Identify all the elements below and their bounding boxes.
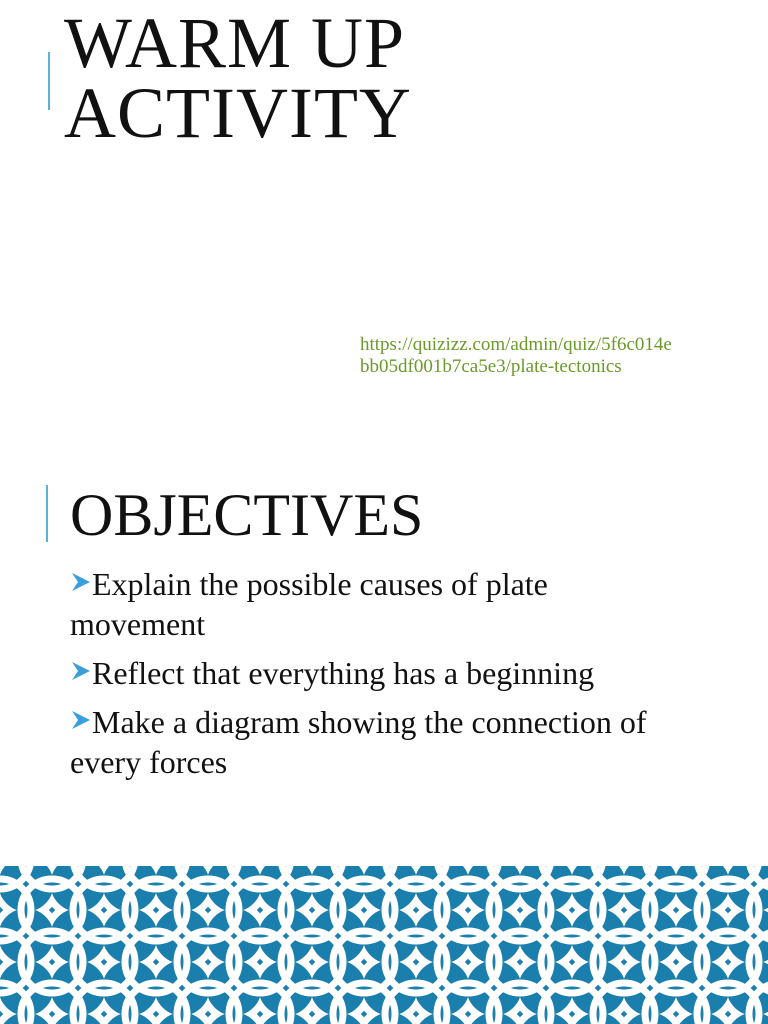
slide-title [64, 3, 664, 153]
quiz-link[interactable] [360, 334, 750, 378]
slide-warm-up [0, 0, 768, 460]
arrow-bullet-icon [70, 708, 92, 732]
title-accent-bar [46, 485, 48, 542]
objectives-title: OBJECTIVES [70, 482, 424, 548]
title-line-1: WARM UP [64, 3, 406, 83]
interlocking-circles-pattern [0, 866, 768, 1024]
objective-text: Make a diagram showing the connection of every forces [70, 704, 647, 780]
slide-objectives [0, 460, 768, 866]
arrow-bullet-icon [70, 570, 92, 594]
objective-text: Reflect that everything has a beginning [92, 655, 595, 691]
objectives-list [70, 564, 690, 791]
objective-item [70, 702, 690, 782]
quiz-link-line-1[interactable]: https://quizizz.com/admin/quiz/5f6c014e [360, 334, 672, 355]
title-line-2: ACTIVITY [64, 73, 412, 153]
objective-text: Explain the possible causes of plate movement [70, 566, 548, 642]
title-accent-bar [48, 52, 50, 110]
arrow-bullet-icon [70, 659, 92, 683]
objective-item [70, 653, 690, 693]
decorative-pattern-band [0, 866, 768, 1024]
objective-item [70, 564, 690, 644]
quiz-link-line-2[interactable]: bb05df001b7ca5e3/plate-tectonics [360, 356, 622, 377]
